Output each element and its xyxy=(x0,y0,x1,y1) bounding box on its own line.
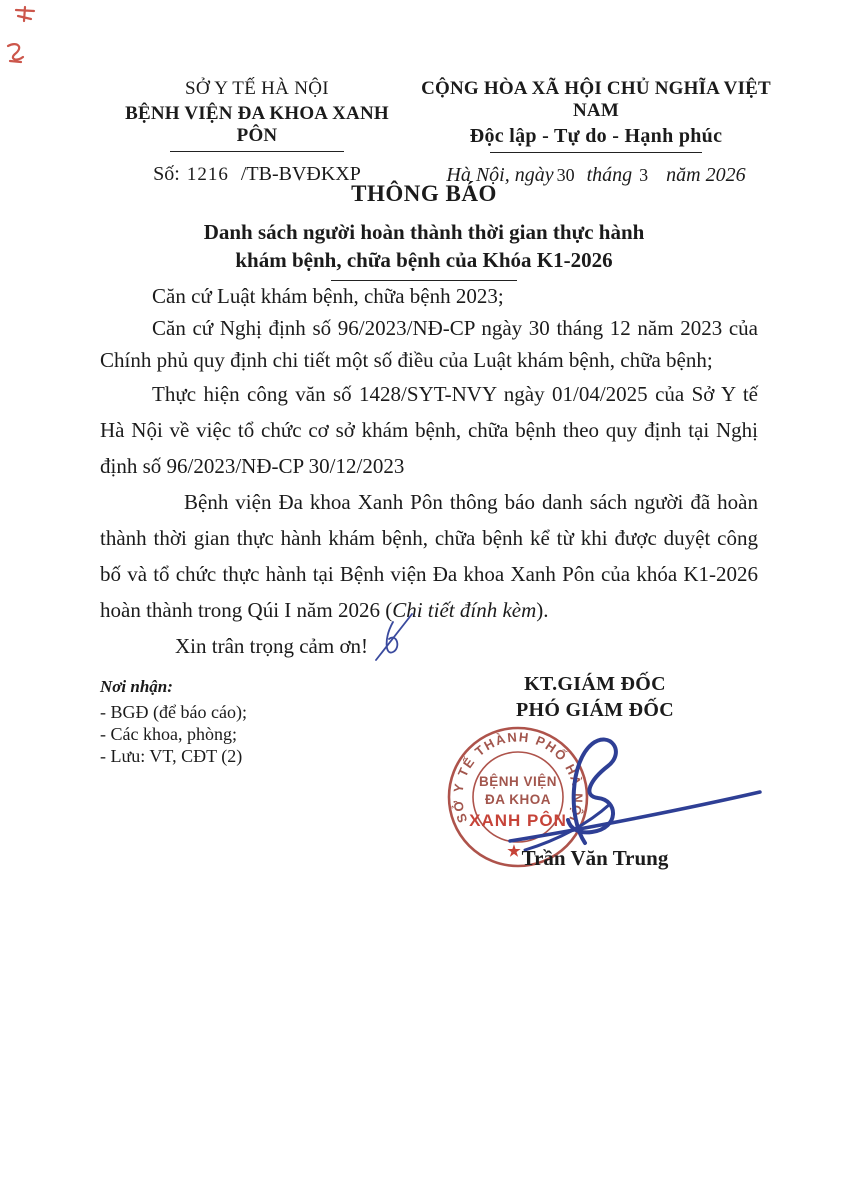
place-date-prefix: Hà Nội, ngày xyxy=(446,164,554,186)
handwritten-signature xyxy=(440,700,770,870)
org-underline xyxy=(170,151,344,152)
recipient-item: - Lưu: VT, CĐT (2) xyxy=(100,746,243,766)
document-number: 1216 xyxy=(186,164,229,185)
org-name: BỆNH VIỆN ĐA KHOA XANH PÔN xyxy=(125,103,389,146)
stamp-inner-line1: BỆNH VIỆN xyxy=(478,774,558,789)
paragraph-legal-basis-2: Căn cứ Nghị định số 96/2023/NĐ-CP ngày 30 tháng 12 năm 2023 của Chính phủ quy định chi tiết một số điều của Luật khám bệnh, chữa bệnh; xyxy=(100,316,758,372)
parent-org-name: SỞ Y TẾ HÀ NỘI xyxy=(185,78,329,99)
day-value: 30 xyxy=(556,165,575,185)
document-type: THÔNG BÁO xyxy=(351,181,497,206)
announcement-text: Bệnh viện Đa khoa Xanh Pôn thông báo danh sách người đã hoàn thành thời gian thực hành khám bệnh, chữa bệnh kể từ khi được duyệt công bố và tổ chức thực hành tại Bệnh viện Đa khoa Xanh Pôn của khóa K1-2026 hoàn thành trong Qúi I năm 2026 ( xyxy=(100,490,758,622)
announcement-text-end: ). xyxy=(536,598,549,622)
month-value: 3 xyxy=(639,165,649,185)
document-body xyxy=(100,280,758,664)
stamp-star-icon: ★ xyxy=(507,843,521,860)
title-block xyxy=(0,181,848,281)
stamp-inner-line2: ĐA KHOA xyxy=(485,792,551,807)
national-motto-line1: CỘNG HÒA XÃ HỘI CHỦ NGHĨA VIỆT NAM xyxy=(421,78,771,121)
number-prefix: Số: xyxy=(153,163,180,185)
document-title-line2: khám bệnh, chữa bệnh của Khóa K1-2026 xyxy=(235,248,613,272)
stamp-ring-text: SỞ Y TẾ THÀNH PHỐ HÀ NỘI xyxy=(450,729,586,825)
national-motto-line2: Độc lập - Tự do - Hạnh phúc xyxy=(469,125,723,147)
paragraph-legal-basis-1: Căn cứ Luật khám bệnh, chữa bệnh 2023; xyxy=(152,284,504,308)
year-part: năm 2026 xyxy=(666,164,746,186)
signer-name: Trần Văn Trung xyxy=(521,846,669,870)
recipient-item: - BGĐ (để báo cáo); xyxy=(100,702,247,722)
recipients-block xyxy=(100,676,247,767)
paragraph-announcement xyxy=(100,484,758,628)
stamp-inner-line3: XANH PÔN xyxy=(469,811,567,830)
month-word: tháng xyxy=(586,164,633,186)
issuing-org-block xyxy=(106,78,408,186)
corner-stamp-marks xyxy=(4,4,48,66)
attachment-note: Chi tiết đính kèm xyxy=(392,598,537,622)
signer-position-1: KT.GIÁM ĐỐC xyxy=(524,673,666,695)
document-title-line1: Danh sách người hoàn thành thời gian thực hành xyxy=(203,220,645,244)
closing-line: Xin trân trọng cảm ơn! xyxy=(175,634,369,658)
number-suffix: /TB-BVĐKXP xyxy=(240,163,361,185)
recipients-title: Nơi nhận: xyxy=(100,677,173,696)
initial-signature-mark xyxy=(362,606,422,666)
paragraph-legal-basis-3: Thực hiện công văn số 1428/SYT-NVY ngày 01/04/2025 của Sở Y tế Hà Nội về việc tổ chức cơ sở khám bệnh, chữa bệnh theo quy định tại Nghị định số 96/2023/NĐ-CP 30/12/2023 xyxy=(100,382,758,478)
national-header-block xyxy=(410,78,782,187)
motto-underline xyxy=(490,152,702,153)
recipient-item: - Các khoa, phòng; xyxy=(100,724,237,744)
signer-position-2: PHÓ GIÁM ĐỐC xyxy=(515,699,675,721)
